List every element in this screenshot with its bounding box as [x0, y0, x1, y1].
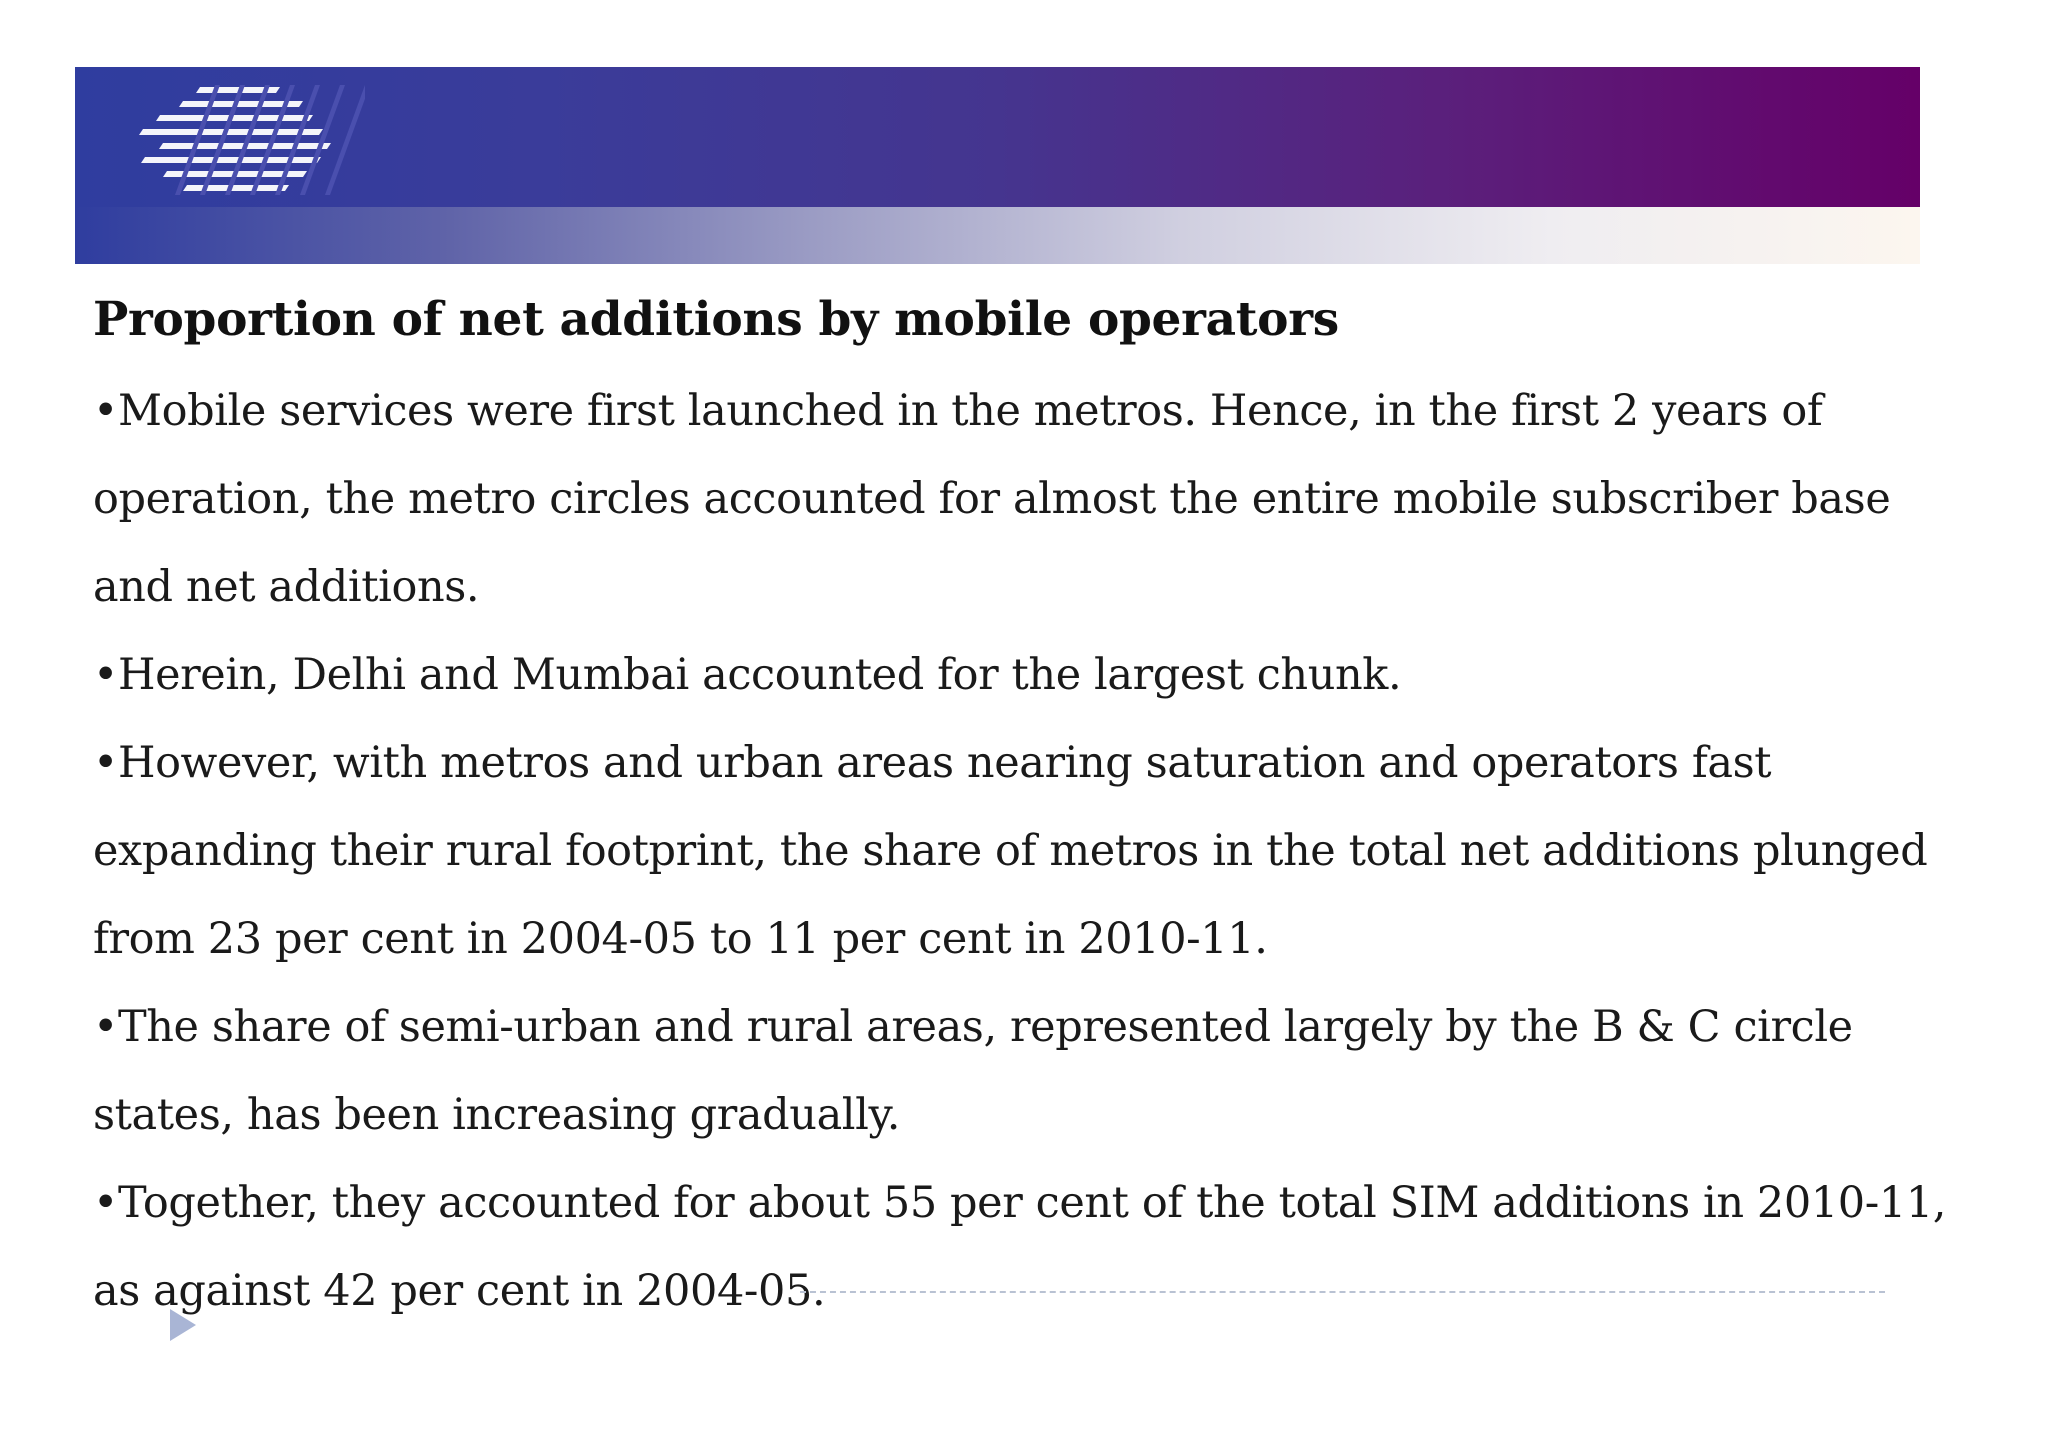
bullet-marker: • — [93, 738, 118, 788]
bullet-text-line: expanding their rural footprint, the share of metros in the total net additions plunged — [93, 826, 1928, 876]
bullet-item — [93, 983, 1973, 1159]
bullet-item — [93, 719, 1973, 983]
bullet-item — [93, 367, 1973, 631]
bullet-marker: • — [93, 386, 118, 436]
bullet-text-line: However, with metros and urban areas nearing saturation and operators fast — [117, 738, 1772, 788]
footer-divider — [800, 1291, 1885, 1293]
bullet-marker: • — [93, 1002, 118, 1052]
header-banner-bottom — [75, 207, 1920, 264]
bullet-marker: • — [93, 1178, 118, 1228]
bullet-list — [93, 367, 1973, 1335]
slide-content — [93, 285, 1973, 1335]
triangle-arrow-icon — [170, 1309, 196, 1341]
bullet-item — [93, 1159, 1973, 1335]
slide-title: Proportion of net additions by mobile operators — [93, 292, 1339, 347]
bullet-text-line: Together, they accounted for about 55 per cent of the total SIM additions in 2010-11, — [117, 1178, 1947, 1228]
bullet-marker: • — [93, 650, 118, 700]
bullet-item — [93, 631, 1973, 719]
bullet-text-line: Mobile services were first launched in the metros. Hence, in the first 2 years of — [117, 386, 1823, 436]
bullet-text-line: states, has been increasing gradually. — [93, 1090, 900, 1140]
bullet-text-line: operation, the metro circles accounted for almost the entire mobile subscriber base — [93, 474, 1891, 524]
bullet-text-line: from 23 per cent in 2004-05 to 11 per cent in 2010-11. — [93, 914, 1268, 964]
bullet-text-line: The share of semi-urban and rural areas, represented largely by the B & C circle — [117, 1002, 1853, 1052]
bullet-text-line: and net additions. — [93, 562, 480, 612]
header-banner — [75, 67, 1920, 264]
bullet-text-line: Herein, Delhi and Mumbai accounted for the largest chunk. — [117, 650, 1402, 700]
striped-grid-logo-icon — [105, 85, 365, 195]
bullet-text-line: as against 42 per cent in 2004-05. — [93, 1266, 826, 1316]
